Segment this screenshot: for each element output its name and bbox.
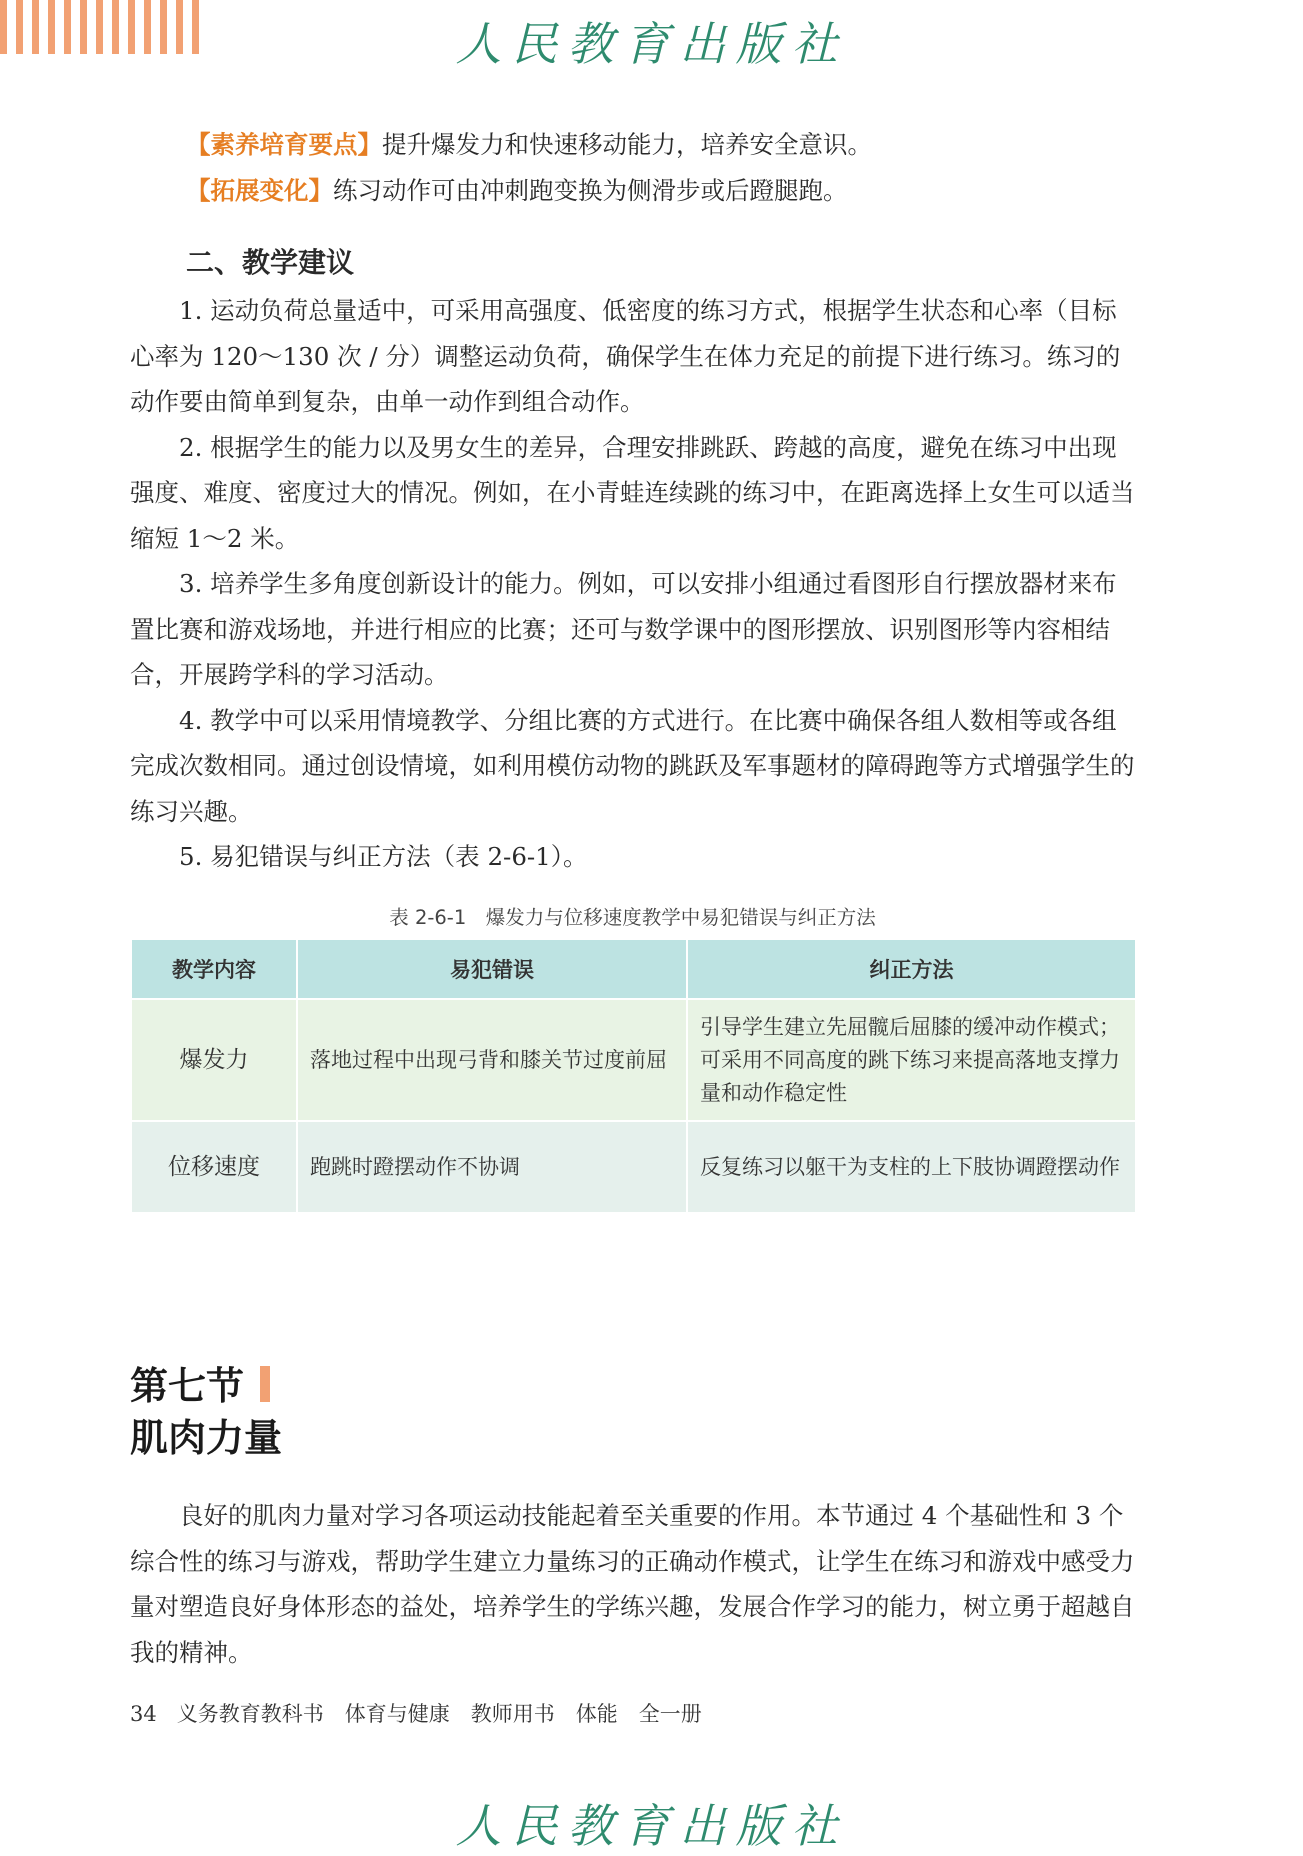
table-row [131, 1121, 1136, 1213]
page-footer [130, 1698, 702, 1728]
suggestion-4: 4. 教学中可以采用情境教学、分组比赛的方式进行。在比赛中确保各组人数相等或各组完成次数相同。通过创设情境，如利用模仿动物的跳跃及军事题材的障碍跑等方式增强学生的练习兴趣。 [130, 705, 1135, 826]
table-caption: 表 2-6-1 爆发力与位移速度教学中易犯错误与纠正方法 [389, 906, 876, 929]
extension-note [130, 168, 1135, 214]
section-name: 肌肉力量 [130, 1416, 283, 1460]
table-cell: 跑跳时蹬摆动作不协调 [297, 1121, 687, 1213]
table-header-cell: 易犯错误 [297, 939, 687, 999]
book-title: 义务教育教科书 体育与健康 教师用书 体能 全一册 [176, 1702, 702, 1726]
table-header-row [131, 939, 1136, 999]
table-cell: 引导学生建立先屈髋后屈膝的缓冲动作模式；可采用不同高度的跳下练习来提高落地支撑力量和动作稳定性 [687, 999, 1136, 1121]
literacy-text: 提升爆发力和快速移动能力，培养安全意识。 [382, 130, 872, 159]
table-cell: 反复练习以躯干为支柱的上下肢协调蹬摆动作 [687, 1121, 1136, 1213]
extension-tag: 【拓展变化】 [186, 175, 333, 205]
section-title [130, 1360, 282, 1464]
section-intro [130, 1493, 1135, 1675]
table-row [131, 999, 1136, 1121]
table-cell: 爆发力 [131, 999, 297, 1121]
suggestion-1: 1. 运动负荷总量适中，可采用高强度、低密度的练习方式，根据学生状态和心率（目标心率为 120～130 次 / 分）调整运动负荷，确保学生在体力充足的前提下进行练习。练习的动作要由简单到复杂，由单一动作到组合动作。 [130, 296, 1121, 416]
top-notes [130, 122, 1135, 213]
publisher-logo-top: 人民教育出版社 [455, 17, 848, 71]
section-paragraph: 良好的肌肉力量对学习各项运动技能起着至关重要的作用。本节通过 4 个基础性和 3 个综合性的练习与游戏，帮助学生建立力量练习的正确动作模式，让学生在练习和游戏中感受力量对塑造良好身体形态的益处，培养学生的学练兴趣，发展合作学习的能力，树立勇于超越自我的精神。 [130, 1501, 1135, 1667]
section-number [130, 1360, 282, 1412]
table-header-cell: 教学内容 [131, 939, 297, 999]
table-cell: 位移速度 [131, 1121, 297, 1213]
teaching-heading: 二、教学建议 [186, 246, 355, 279]
page-number: 34 [130, 1702, 157, 1726]
table-header-cell: 纠正方法 [687, 939, 1136, 999]
section-accent-bar [260, 1366, 270, 1402]
suggestion-3: 3. 培养学生多角度创新设计的能力。例如，可以安排小组通过看图形自行摆放器材来布置比赛和游戏场地，并进行相应的比赛；还可与数学课中的图形摆放、识别图形等内容相结合，开展跨学科的学习活动。 [130, 569, 1117, 689]
literacy-tag: 【素养培育要点】 [186, 130, 382, 159]
section-number-text: 第七节 [130, 1364, 245, 1408]
publisher-logo-bottom: 人民教育出版社 [455, 1799, 848, 1853]
suggestion-2: 2. 根据学生的能力以及男女生的差异，合理安排跳跃、跨越的高度，避免在练习中出现强度、难度、密度过大的情况。例如，在小青蛙连续跳的练习中，在距离选择上女生可以适当缩短 1～2 米。 [130, 432, 1135, 553]
table-block [130, 898, 1135, 1214]
suggestion-5: 5. 易犯错误与纠正方法（表 2-6-1）。 [179, 842, 588, 871]
extension-text: 练习动作可由冲刺跑变换为侧滑步或后蹬腿跑。 [333, 175, 848, 205]
errors-table [130, 938, 1137, 1214]
teaching-suggestions [130, 238, 1135, 880]
literacy-note [130, 122, 1135, 168]
table-cell: 落地过程中出现弓背和膝关节过度前屈 [297, 999, 687, 1121]
